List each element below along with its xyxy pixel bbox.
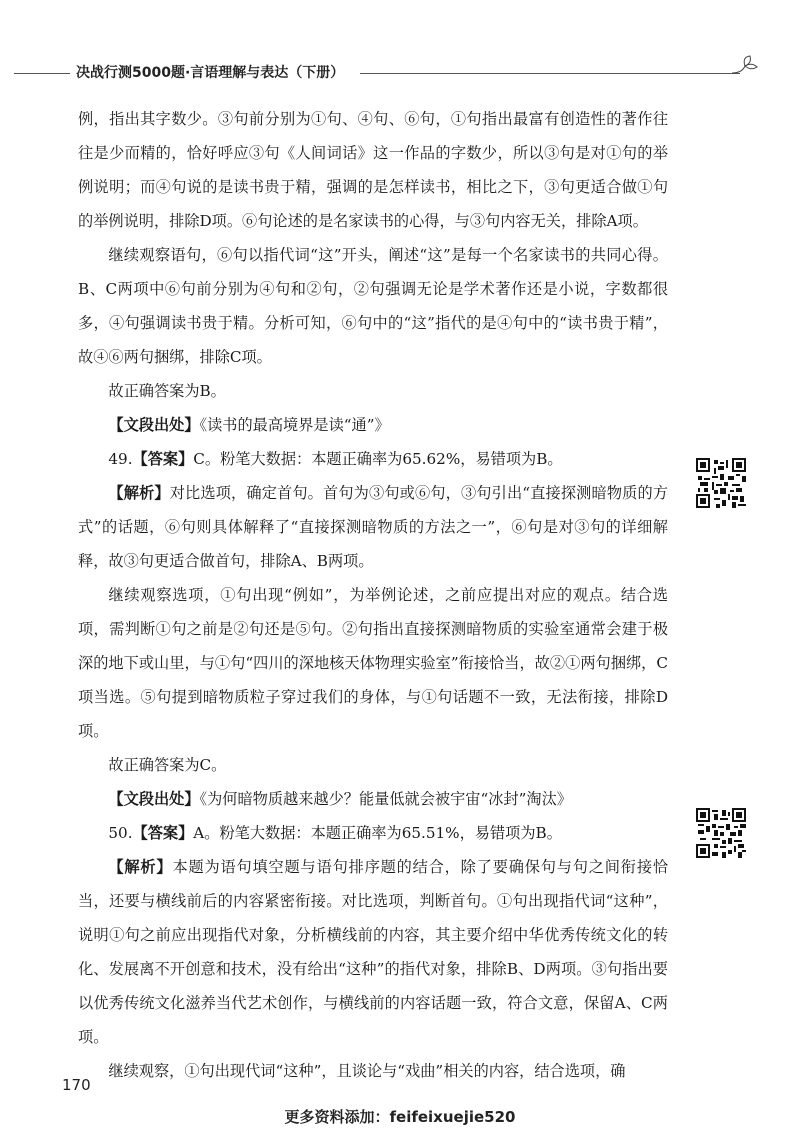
header-rule-right <box>360 73 740 74</box>
analysis-text: 对比选项，确定首句。首句为③句或⑥句，③句引出“直接探测暗物质的方式”的话题，⑥句则具体解释了“直接探测暗物质的方法之一”，⑥句是对③句的详细解释，故③句更适合做首句，排除A、B两项。 <box>78 484 669 570</box>
footer-note: 更多资料添加：feifeixuejie520 <box>284 1108 516 1126</box>
paragraph: 继续观察，①句出现代词“这种”，且谈论与“戏曲”相关的内容，结合选项，确 <box>108 1062 626 1080</box>
main-text <box>78 102 668 1088</box>
qr-code-icon[interactable] <box>696 808 746 858</box>
analysis-label: 【解析】 <box>108 858 173 876</box>
analysis-text: 本题为语句填空题与语句排序题的结合，除了要确保句与句之间衔接恰当，还要与横线前后的内容紧密衔接。对比选项，判断首句。①句出现指代词“这种”，说明①句之前应出现指代对象，分析横线前的内容，其主要介绍中华优秀传统文化的转化、发展离不开创意和技术，没有给出“这种”的指代对象，排除B、D两项。③句指出要以优秀传统文化滋养当代艺术创作，与横线前的内容话题一致，符合文意，保留A、C两项。 <box>78 858 669 1046</box>
analysis-label: 【解析】 <box>108 484 170 502</box>
answer-conclusion: 故正确答案为C。 <box>108 756 227 774</box>
qr-code-icon[interactable] <box>696 458 746 508</box>
answer-line-49 <box>78 442 668 476</box>
paragraph: 继续观察选项，①句出现“例如”，为举例论述，之前应提出对应的观点。结合选项，需判断①句之前是②句还是⑤句。②句指出直接探测暗物质的实验室通常会建于极深的地下或山里，与①句“四川的深地核天体物理实验室”衔接恰当，故②①两句捆绑，C项当选。⑤句提到暗物质粒子穿过我们的身体，与①句话题不一致，无法衔接，排除D项。 <box>78 586 668 740</box>
source-line <box>78 782 668 816</box>
leaf-ornament-icon <box>730 54 760 80</box>
answer-label: 【答案】 <box>132 450 194 468</box>
answer-text: A。粉笔大数据：本题正确率为65.51%，易错项为B。 <box>193 824 562 842</box>
answer-label: 【答案】 <box>132 824 194 842</box>
answer-text: C。粉笔大数据：本题正确率为65.62%，易错项为B。 <box>193 450 563 468</box>
running-header <box>0 60 800 90</box>
analysis-49 <box>78 476 668 578</box>
question-number: 50. <box>108 824 133 842</box>
book-title: 决战行测5000题·言语理解与表达（下册） <box>76 65 345 81</box>
paragraph: 继续观察语句，⑥句以指代词“这”开头，阐述“这”是每一个名家读书的共同心得。B、C两项中⑥句前分别为④句和②句，②句强调无论是学术著作还是小说，字数都很多，④句强调读书贵于精。分析可知，⑥句中的“这”指代的是④句中的“读书贵于精”，故④⑥两句捆绑，排除C项。 <box>78 246 668 366</box>
source-text: 《为何暗物质越来越少？能量低就会被宇宙“冰封”淘汰》 <box>199 790 572 808</box>
page-number: 170 <box>62 1076 91 1094</box>
answer-line-50 <box>78 816 668 850</box>
source-label: 【文段出处】 <box>108 790 200 808</box>
question-number: 49. <box>108 450 133 468</box>
analysis-50 <box>78 850 668 1054</box>
source-label: 【文段出处】 <box>108 416 200 434</box>
source-text: 《读书的最高境界是读“通”》 <box>199 416 390 434</box>
header-rule-left <box>14 73 70 74</box>
answer-conclusion: 故正确答案为B。 <box>108 382 226 400</box>
paragraph: 例，指出其字数少。③句前分别为①句、④句、⑥句，①句指出最富有创造性的著作往往是少而精的，恰好呼应③句《人间词话》这一作品的字数少，所以③句是对①句的举例说明；而④句说的是读书贵于精，强调的是怎样读书，相比之下，③句更适合做①句的举例说明，排除D项。⑥句论述的是名家读书的心得，与③句内容无关，排除A项。 <box>78 110 668 230</box>
source-line <box>78 408 668 442</box>
